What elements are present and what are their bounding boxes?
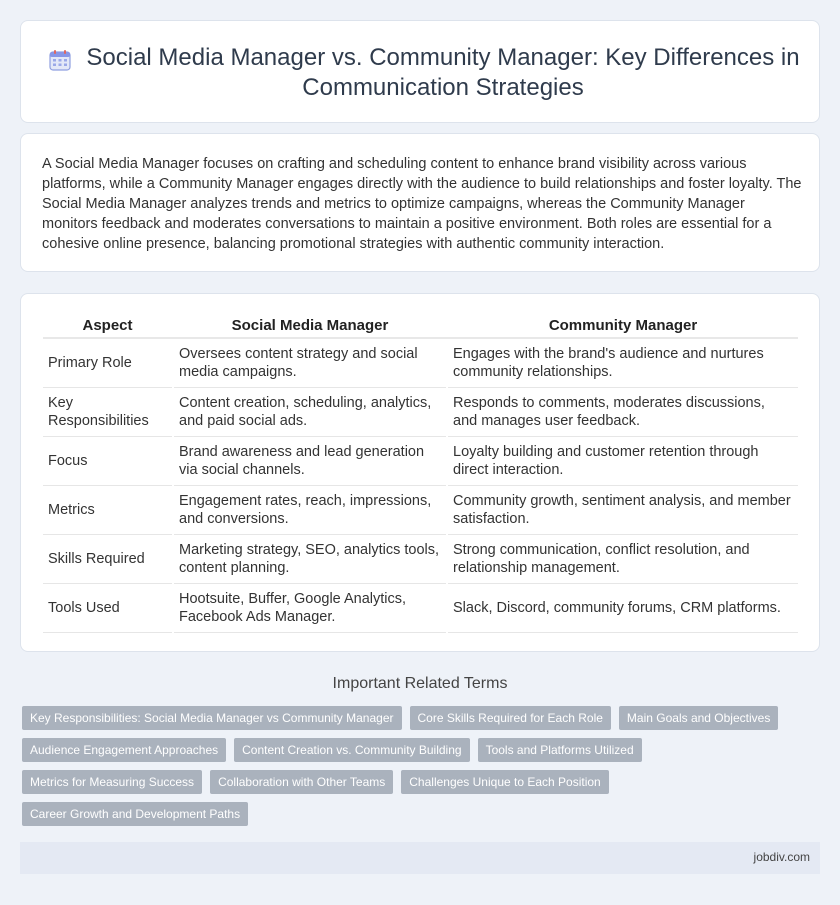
table-row (43, 534, 798, 583)
table-row (43, 338, 798, 387)
intro-paragraph: A Social Media Manager focuses on crafting and scheduling content to enhance brand visibility across various platforms, while a Community Manager engages directly with the audience to build relationships and foster loyalty. The Social Media Manager analyzes trends and metrics to optimize campaigns, whereas the Community Manager monitors feedback and moderates conversations to maintain a positive environment. Both roles are essential for a cohesive online presence, balancing promotional strategies with authentic community interaction. (42, 156, 802, 252)
cell-community-manager: Responds to comments, moderates discussions, and manages user feedback. (447, 387, 798, 436)
cell-social-media-manager: Marketing strategy, SEO, analytics tools, content planning. (173, 534, 447, 583)
cell-community-manager: Slack, Discord, community forums, CRM platforms. (447, 583, 798, 632)
page-title: Social Media Manager vs. Community Manager: Key Differences in Communication Strategies (86, 44, 800, 101)
footer (20, 842, 820, 874)
related-term-tag[interactable]: Main Goals and Objectives (619, 706, 778, 730)
comparison-table (43, 312, 798, 633)
related-term-tag[interactable]: Content Creation vs. Community Building (234, 738, 469, 762)
table-row (43, 485, 798, 534)
cell-aspect: Key Responsibilities (43, 387, 173, 436)
cell-aspect: Tools Used (43, 583, 173, 632)
table-row (43, 436, 798, 485)
title-card (20, 20, 820, 123)
cell-social-media-manager: Engagement rates, reach, impressions, and conversions. (173, 485, 447, 534)
cell-social-media-manager: Oversees content strategy and social media campaigns. (173, 338, 447, 387)
cell-community-manager: Strong communication, conflict resolution, and relationship management. (447, 534, 798, 583)
cell-community-manager: Loyalty building and customer retention through direct interaction. (447, 436, 798, 485)
cell-social-media-manager: Content creation, scheduling, analytics, and paid social ads. (173, 387, 447, 436)
cell-social-media-manager: Brand awareness and lead generation via social channels. (173, 436, 447, 485)
related-term-tag[interactable]: Collaboration with Other Teams (210, 770, 393, 794)
cell-community-manager: Engages with the brand's audience and nurtures community relationships. (447, 338, 798, 387)
related-term-tag[interactable]: Metrics for Measuring Success (22, 770, 202, 794)
calendar-icon (49, 49, 71, 71)
table-row (43, 583, 798, 632)
intro-card (20, 133, 820, 272)
header-social-media-manager: Social Media Manager (173, 312, 447, 338)
related-term-tag[interactable]: Tools and Platforms Utilized (478, 738, 642, 762)
header-aspect: Aspect (43, 312, 173, 338)
related-terms-list (22, 706, 802, 834)
footer-site-link[interactable]: jobdiv.com (753, 850, 810, 864)
related-term-tag[interactable]: Challenges Unique to Each Position (401, 770, 608, 794)
header-community-manager: Community Manager (447, 312, 798, 338)
cell-aspect: Metrics (43, 485, 173, 534)
cell-aspect: Focus (43, 436, 173, 485)
related-term-tag[interactable]: Core Skills Required for Each Role (410, 706, 611, 730)
cell-social-media-manager: Hootsuite, Buffer, Google Analytics, Facebook Ads Manager. (173, 583, 447, 632)
related-term-tag[interactable]: Audience Engagement Approaches (22, 738, 226, 762)
cell-aspect: Primary Role (43, 338, 173, 387)
table-row (43, 387, 798, 436)
related-term-tag[interactable]: Career Growth and Development Paths (22, 802, 248, 826)
table-header-row (43, 312, 798, 338)
related-term-tag[interactable]: Key Responsibilities: Social Media Manager vs Community Manager (22, 706, 402, 730)
comparison-card (20, 293, 820, 652)
cell-community-manager: Community growth, sentiment analysis, and member satisfaction. (447, 485, 798, 534)
cell-aspect: Skills Required (43, 534, 173, 583)
related-terms-title: Important Related Terms (332, 675, 508, 692)
